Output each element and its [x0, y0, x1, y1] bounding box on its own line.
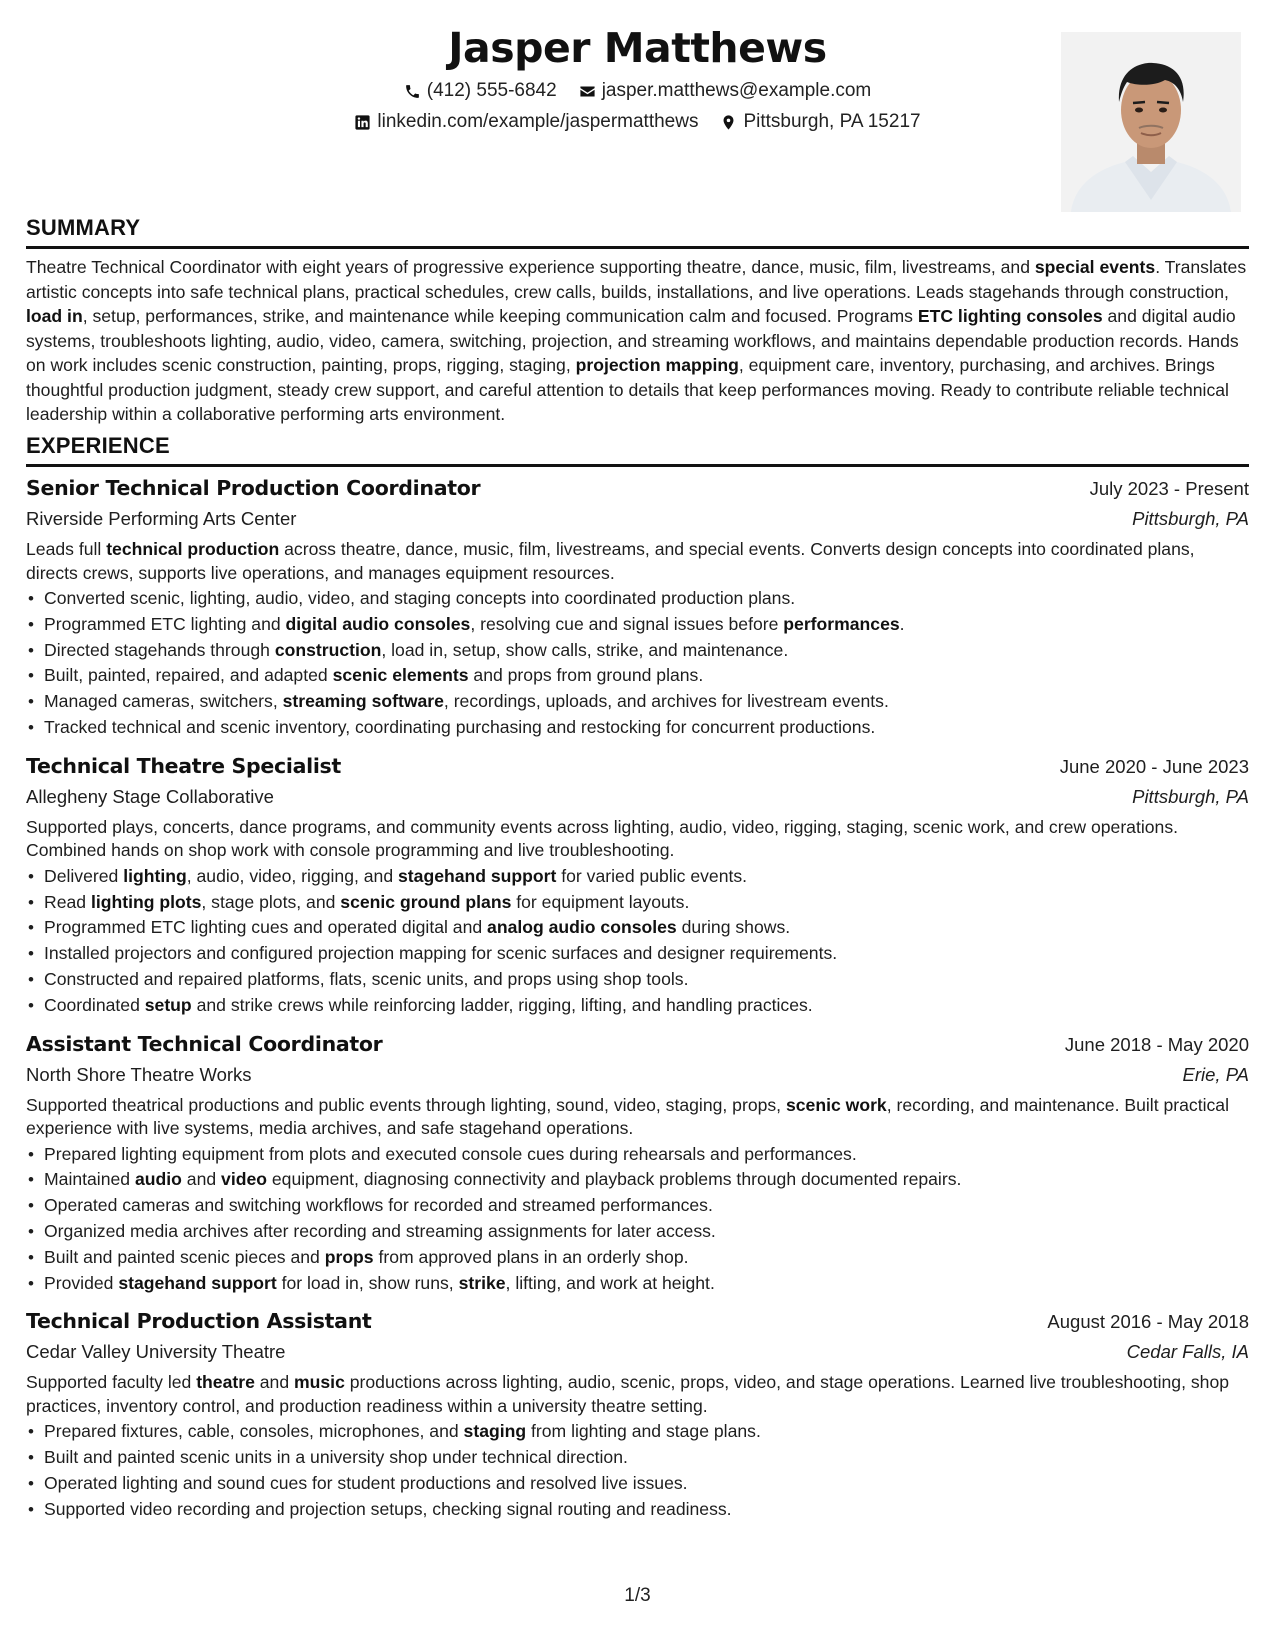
job-title-row — [26, 1306, 1249, 1337]
job-title: Senior Technical Production Coordinator — [26, 476, 481, 500]
job-bullet-list — [26, 864, 1249, 1019]
list-item — [26, 967, 1249, 993]
list-item — [26, 586, 1249, 612]
bold-text: projection mapping — [575, 355, 739, 375]
text-run: , stage plots, and — [201, 891, 341, 912]
text-run: Supported theatrical productions and public events through lighting, sound, video, staging, props, — [26, 1094, 786, 1115]
text-run: for load in, show runs, — [276, 1272, 459, 1293]
list-item — [26, 1219, 1249, 1245]
text-run: Operated cameras and switching workflows for recorded and streamed performances. — [44, 1195, 713, 1216]
text-run: Coordinated — [44, 994, 145, 1015]
list-item — [26, 1167, 1249, 1193]
job-company: Allegheny Stage Collaborative — [26, 785, 274, 807]
bold-text: ETC lighting consoles — [917, 306, 1103, 326]
linkedin-contact[interactable] — [354, 109, 698, 135]
text-run: and props from ground plans. — [468, 665, 704, 686]
list-item — [26, 1497, 1249, 1523]
job-entry — [26, 1029, 1249, 1297]
phone-text: (412) 555-6842 — [426, 80, 557, 101]
text-run: Tracked technical and scenic inventory, coordinating purchasing and restocking for concurrent productions. — [44, 716, 876, 737]
page-number: 1/3 — [624, 1585, 651, 1606]
job-description — [26, 538, 1249, 585]
text-run: , recording, and maintenance. Built practical experience with live systems, media archives, and safe stagehand operations. — [26, 1094, 1229, 1139]
list-item — [26, 612, 1249, 638]
job-description — [26, 816, 1249, 863]
list-item — [26, 1271, 1249, 1297]
candidate-name: Jasper Matthews — [448, 24, 827, 72]
job-company-row — [26, 1337, 1249, 1367]
text-run: productions across lighting, audio, scenic, props, video, and stage operations. Learned live troubleshooting, shop practices, inventory control, and production readiness within a university theatre setting. — [26, 1372, 1230, 1416]
text-run: from approved plans in an orderly shop. — [373, 1246, 689, 1267]
job-dates: August 2016 - May 2018 — [1047, 1311, 1249, 1333]
experience-section — [26, 432, 1249, 1523]
job-entry — [26, 1306, 1249, 1522]
summary-text — [26, 255, 1249, 427]
job-title: Technical Production Assistant — [26, 1309, 372, 1334]
text-run: Converted scenic, lighting, audio, video, and staging concepts into coordinated production plans. — [44, 588, 796, 608]
list-item — [26, 941, 1249, 967]
list-item — [26, 715, 1249, 741]
text-run: , equipment care, inventory, purchasing, and archives. Brings thoughtful production judgment, steady crew support, and careful attention to details that keep performances moving. Ready to contribute reliable technical leadership within a collaborative performing arts environment. — [26, 355, 1229, 424]
location-text: Pittsburgh, PA 15217 — [743, 111, 921, 132]
job-title: Assistant Technical Coordinator — [26, 1031, 383, 1056]
job-company: North Shore Theatre Works — [26, 1063, 252, 1085]
bold-text: stagehand support — [398, 865, 557, 886]
job-company: Riverside Performing Arts Center — [26, 508, 297, 529]
text-run: Built, painted, repaired, and adapted — [44, 665, 333, 686]
text-run: , recordings, uploads, and archives for livestream events. — [443, 691, 889, 712]
job-dates: June 2020 - June 2023 — [1059, 755, 1249, 777]
text-run: Supported faculty led — [26, 1372, 197, 1393]
list-item — [26, 1245, 1249, 1271]
text-run: Programmed ETC lighting and — [44, 613, 286, 634]
bold-text: construction — [274, 639, 382, 660]
job-list — [26, 473, 1249, 1523]
text-run: for varied public events. — [556, 865, 748, 886]
text-run: Directed stagehands through — [44, 639, 275, 660]
email-contact[interactable] — [579, 78, 872, 104]
phone-contact[interactable] — [404, 78, 557, 104]
map-pin-icon — [720, 114, 737, 131]
job-bullet-list — [26, 586, 1249, 741]
text-run: Delivered — [44, 865, 124, 886]
text-run: Provided — [44, 1272, 119, 1293]
bold-text: performances — [783, 613, 900, 634]
text-run: and strike crews while reinforcing ladder, rigging, lifting, and handling practices. — [191, 994, 813, 1015]
bold-text: digital audio consoles — [285, 613, 471, 634]
text-run: Operated lighting and sound cues for student productions and resolved live issues. — [44, 1472, 688, 1493]
text-run: Constructed and repaired platforms, flats, scenic units, and props using shop tools. — [44, 968, 689, 989]
job-location: Erie, PA — [1182, 1063, 1249, 1085]
profile-photo — [1061, 32, 1241, 212]
list-item — [26, 1471, 1249, 1497]
text-run: Supported plays, concerts, dance programs, and community events across lighting, audio, video, rigging, staging, scenic work, and crew operations. Combined hands on shop work with console programming and live troubleshooting. — [26, 816, 1179, 861]
job-location: Cedar Falls, IA — [1126, 1341, 1249, 1363]
job-title: Technical Theatre Specialist — [26, 753, 341, 778]
text-run: Organized media archives after recording and streaming assignments for later access. — [44, 1220, 716, 1241]
bold-text: setup — [144, 994, 192, 1015]
text-run: Maintained — [44, 1169, 135, 1190]
text-run: Managed cameras, switchers, — [44, 691, 283, 712]
text-run: Supported video recording and projection setups, checking signal routing and readiness. — [44, 1498, 732, 1519]
list-item — [26, 1193, 1249, 1219]
job-company-row — [26, 1060, 1249, 1090]
job-description — [26, 1371, 1249, 1418]
job-dates: June 2018 - May 2020 — [1064, 1033, 1249, 1055]
list-item — [26, 1445, 1249, 1471]
bold-text: theatre — [196, 1372, 255, 1393]
linkedin-text: linkedin.com/example/jaspermatthews — [377, 111, 699, 132]
list-item — [26, 663, 1249, 689]
list-item — [26, 890, 1249, 916]
job-bullet-list — [26, 1419, 1249, 1522]
bold-text: video — [221, 1169, 267, 1190]
bold-text: staging — [463, 1421, 527, 1442]
job-company-row — [26, 504, 1249, 534]
text-run: , lifting, and work at height. — [505, 1272, 715, 1293]
list-item — [26, 1419, 1249, 1445]
text-run: Built and painted scenic pieces and — [44, 1246, 325, 1267]
text-run: from lighting and stage plans. — [526, 1421, 761, 1442]
bold-text: technical production — [106, 539, 280, 559]
text-run: across theatre, dance, music, film, livestreams, and special events. Converts design concepts into coordinated plans, directs crews, supports live operations, and manages equipment resources. — [26, 539, 1195, 583]
bold-text: scenic work — [785, 1094, 887, 1115]
text-run: and digital audio systems, troubleshoots lighting, audio, video, camera, switching, projection, and streaming workflows, and maintains dependable production records. Hands on work includes scenic construction, painting, props, rigging, staging, — [26, 306, 1239, 375]
bold-text: lighting — [123, 865, 187, 886]
bold-text: lighting plots — [90, 891, 202, 912]
text-run: , setup, performances, strike, and maintenance while keeping communication calm and focused. Programs — [82, 306, 918, 326]
location-contact — [720, 109, 920, 135]
job-title-row — [26, 1029, 1249, 1060]
job-location: Pittsburgh, PA — [1132, 508, 1249, 529]
list-item — [26, 689, 1249, 715]
text-run: Prepared fixtures, cable, consoles, microphones, and — [44, 1421, 464, 1442]
list-item — [26, 638, 1249, 664]
text-run: Programmed ETC lighting cues and operated digital and — [44, 917, 488, 938]
list-item — [26, 915, 1249, 941]
bold-text: load in — [26, 306, 83, 326]
text-run: Read — [44, 891, 91, 912]
job-description — [26, 1094, 1249, 1141]
experience-heading: EXPERIENCE — [26, 433, 170, 458]
bold-text: scenic ground plans — [340, 891, 512, 912]
bold-text: streaming software — [282, 691, 444, 712]
text-run: and — [254, 1372, 294, 1393]
bold-text: audio — [134, 1169, 182, 1190]
bold-text: props — [324, 1246, 374, 1267]
envelope-icon — [579, 83, 596, 100]
text-run: equipment, diagnosing connectivity and playback problems through documented repairs. — [266, 1169, 962, 1190]
list-item — [26, 864, 1249, 890]
linkedin-icon — [354, 114, 371, 131]
profile-photo-illustration — [1061, 32, 1241, 212]
text-run: Installed projectors and configured projection mapping for scenic surfaces and designer requirements. — [44, 943, 838, 964]
text-run: for equipment layouts. — [511, 891, 690, 912]
text-run: Leads full — [26, 539, 107, 559]
email-text: jasper.matthews@example.com — [601, 80, 872, 101]
text-run: , audio, video, rigging, and — [186, 865, 399, 886]
bold-text: scenic elements — [332, 665, 469, 686]
job-company-row — [26, 782, 1249, 812]
text-run: . — [899, 613, 905, 634]
bold-text: analog audio consoles — [487, 917, 677, 938]
list-item — [26, 993, 1249, 1019]
list-item — [26, 1142, 1249, 1168]
job-title-row — [26, 751, 1249, 782]
bold-text: strike — [458, 1272, 506, 1293]
job-dates: July 2023 - Present — [1089, 478, 1249, 499]
text-run: and — [181, 1169, 222, 1190]
bold-text: music — [294, 1372, 345, 1393]
summary-heading: SUMMARY — [26, 215, 141, 240]
job-title-row — [26, 473, 1249, 504]
job-entry — [26, 473, 1249, 741]
job-location: Pittsburgh, PA — [1132, 785, 1249, 807]
job-company: Cedar Valley University Theatre — [26, 1341, 286, 1363]
text-run: . Translates artistic concepts into safe technical plans, practical schedules, crew calls, builds, installations, and live operations. Leads stagehands through construction, — [26, 257, 1247, 302]
text-run: , load in, setup, show calls, strike, and maintenance. — [381, 639, 789, 660]
bold-text: special events — [1034, 257, 1156, 277]
text-run: Theatre Technical Coordinator with eight years of progressive experience supporting theatre, dance, music, film, livestreams, and — [26, 257, 1035, 277]
job-entry — [26, 751, 1249, 1019]
phone-icon — [404, 83, 421, 100]
job-bullet-list — [26, 1142, 1249, 1297]
text-run: Built and painted scenic units in a university shop under technical direction. — [44, 1447, 628, 1468]
summary-section — [26, 214, 1249, 427]
text-run: Prepared lighting equipment from plots and executed console cues during rehearsals and performances. — [44, 1143, 857, 1164]
bold-text: stagehand support — [118, 1272, 277, 1293]
text-run: during shows. — [676, 917, 791, 938]
experience-divider — [26, 464, 1249, 467]
text-run: , resolving cue and signal issues before — [470, 613, 784, 634]
summary-divider — [26, 246, 1249, 249]
